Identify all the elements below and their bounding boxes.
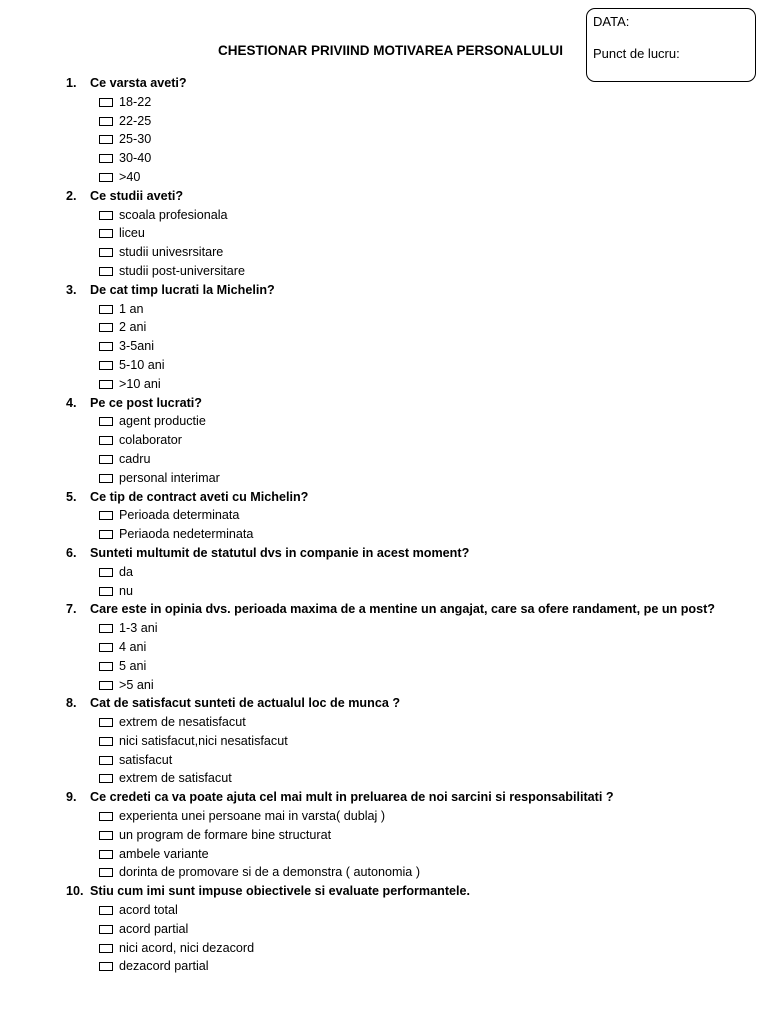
answer-label: 2 ani — [119, 320, 147, 335]
question-text: Ce studii aveti? — [90, 188, 184, 203]
answer-checkbox[interactable] — [99, 342, 113, 351]
answer-option — [66, 149, 756, 168]
answer-checkbox[interactable] — [99, 906, 113, 915]
page-title: CHESTIONAR PRIVIIND MOTIVAREA PERSONALULUI — [218, 43, 564, 58]
question-2 — [66, 187, 756, 281]
answer-option — [66, 243, 756, 262]
answer-label: ambele variante — [119, 846, 209, 861]
answer-checkbox[interactable] — [99, 455, 113, 464]
question-7 — [66, 600, 756, 694]
question-text: Sunteti multumit de statutul dvs in companie in acest moment? — [90, 545, 470, 560]
answer-checkbox[interactable] — [99, 737, 113, 746]
answer-checkbox[interactable] — [99, 718, 113, 727]
question-number: 4. — [66, 395, 77, 410]
answer-label: nici acord, nici dezacord — [119, 940, 255, 955]
answer-option — [66, 450, 756, 469]
question-text: Care este in opinia dvs. perioada maxima de a mentine un angajat, care sa ofere randament, pe un post? — [90, 602, 715, 617]
question-6 — [66, 544, 756, 600]
answer-checkbox[interactable] — [99, 436, 113, 445]
question-4 — [66, 394, 756, 488]
answer-label: scoala profesionala — [119, 207, 228, 222]
question-10 — [66, 882, 756, 976]
question-number: 2. — [66, 188, 77, 203]
answer-label: 3-5ani — [119, 339, 155, 354]
answer-checkbox[interactable] — [99, 812, 113, 821]
question-heading — [66, 394, 756, 413]
answer-checkbox[interactable] — [99, 944, 113, 953]
question-8 — [66, 694, 756, 788]
answer-label: >40 — [119, 169, 141, 184]
answer-option — [66, 807, 756, 826]
answer-checkbox[interactable] — [99, 568, 113, 577]
answer-label: agent productie — [119, 414, 206, 429]
answer-option — [66, 375, 756, 394]
answer-checkbox[interactable] — [99, 868, 113, 877]
answer-label: studii post-universitare — [119, 263, 245, 278]
answer-option — [66, 93, 756, 112]
answer-label: studii univesrsitare — [119, 245, 224, 260]
answer-checkbox[interactable] — [99, 135, 113, 144]
answer-option — [66, 130, 756, 149]
answer-option — [66, 224, 756, 243]
answer-checkbox[interactable] — [99, 925, 113, 934]
answer-option — [66, 300, 756, 319]
answer-label: 5 ani — [119, 658, 147, 673]
answer-checkbox[interactable] — [99, 662, 113, 671]
answer-checkbox[interactable] — [99, 681, 113, 690]
question-text: Pe ce post lucrati? — [90, 395, 202, 410]
question-number: 10. — [66, 884, 84, 899]
question-1 — [66, 74, 756, 187]
answer-checkbox[interactable] — [99, 229, 113, 238]
workplace-label: Punct de lucru: — [593, 46, 680, 61]
answer-checkbox[interactable] — [99, 831, 113, 840]
question-text: Ce credeti ca va poate ajuta cel mai mult in preluarea de noi sarcini si responsabilitati ? — [90, 790, 614, 805]
answer-label: >5 ani — [119, 677, 154, 692]
answer-checkbox[interactable] — [99, 117, 113, 126]
question-heading — [66, 488, 756, 507]
answer-option — [66, 657, 756, 676]
question-9 — [66, 788, 756, 882]
answer-option — [66, 920, 756, 939]
answer-option — [66, 619, 756, 638]
answer-checkbox[interactable] — [99, 267, 113, 276]
answer-label: liceu — [119, 226, 145, 241]
question-number: 5. — [66, 489, 77, 504]
answer-option — [66, 732, 756, 751]
answer-label: dorinta de promovare si de a demonstra ( autonomia ) — [119, 865, 421, 880]
answer-label: 25-30 — [119, 132, 152, 147]
answer-label: 22-25 — [119, 113, 152, 128]
answer-checkbox[interactable] — [99, 380, 113, 389]
answer-checkbox[interactable] — [99, 211, 113, 220]
answer-label: colaborator — [119, 433, 183, 448]
answer-option — [66, 318, 756, 337]
answer-option — [66, 863, 756, 882]
question-heading — [66, 600, 756, 619]
answer-option — [66, 751, 756, 770]
answer-checkbox[interactable] — [99, 962, 113, 971]
question-heading — [66, 187, 756, 206]
question-5 — [66, 488, 756, 544]
question-heading — [66, 281, 756, 300]
question-text: Ce varsta aveti? — [90, 76, 187, 90]
answer-option — [66, 769, 756, 788]
question-number: 9. — [66, 790, 77, 805]
answer-checkbox[interactable] — [99, 361, 113, 370]
answer-label: 18-22 — [119, 94, 152, 109]
answer-label: cadru — [119, 451, 151, 466]
answer-option — [66, 262, 756, 281]
answer-option — [66, 826, 756, 845]
questions-list — [66, 74, 756, 976]
question-heading — [66, 788, 756, 807]
question-text: Cat de satisfacut sunteti de actualul loc de munca ? — [90, 696, 401, 711]
question-heading — [66, 882, 756, 901]
answer-option — [66, 845, 756, 864]
answer-label: extrem de satisfacut — [119, 771, 232, 786]
answer-option — [66, 563, 756, 582]
answer-option — [66, 901, 756, 920]
answer-checkbox[interactable] — [99, 624, 113, 633]
answer-label: 4 ani — [119, 639, 147, 654]
answer-option — [66, 638, 756, 657]
answer-option — [66, 713, 756, 732]
answer-option — [66, 412, 756, 431]
question-text: Ce tip de contract aveti cu Michelin? — [90, 489, 309, 504]
answer-label: dezacord partial — [119, 959, 209, 974]
answer-checkbox[interactable] — [99, 850, 113, 859]
answer-checkbox[interactable] — [99, 643, 113, 652]
answer-checkbox[interactable] — [99, 530, 113, 539]
answer-option — [66, 356, 756, 375]
answer-label: Perioada determinata — [119, 508, 240, 523]
answer-checkbox[interactable] — [99, 474, 113, 483]
answer-option — [66, 431, 756, 450]
answer-checkbox[interactable] — [99, 323, 113, 332]
answer-label: experienta unei persoane mai in varsta( dublaj ) — [119, 809, 386, 824]
answer-label: acord total — [119, 903, 178, 918]
question-number: 7. — [66, 602, 77, 617]
answer-label: un program de formare bine structurat — [119, 827, 332, 842]
date-workplace-box — [586, 8, 756, 82]
answer-label: nici satisfacut,nici nesatisfacut — [119, 733, 288, 748]
question-3 — [66, 281, 756, 394]
answer-checkbox[interactable] — [99, 511, 113, 520]
answer-label: acord partial — [119, 921, 189, 936]
answer-option — [66, 337, 756, 356]
answer-label: 1-3 ani — [119, 621, 158, 636]
answer-checkbox[interactable] — [99, 154, 113, 163]
answer-label: Periaoda nedeterminata — [119, 527, 254, 542]
answer-label: satisfacut — [119, 752, 173, 767]
question-heading — [66, 74, 756, 93]
question-number: 1. — [66, 76, 77, 90]
answer-option — [66, 168, 756, 187]
answer-label: nu — [119, 583, 134, 598]
answer-checkbox[interactable] — [99, 587, 113, 596]
answer-option — [66, 112, 756, 131]
answer-option — [66, 939, 756, 958]
question-text: De cat timp lucrati la Michelin? — [90, 282, 275, 297]
answer-checkbox[interactable] — [99, 248, 113, 257]
answer-checkbox[interactable] — [99, 305, 113, 314]
date-label: DATA: — [593, 14, 630, 29]
answer-checkbox[interactable] — [99, 774, 113, 783]
answer-option — [66, 469, 756, 488]
answer-checkbox[interactable] — [99, 417, 113, 426]
answer-label: >10 ani — [119, 376, 161, 391]
answer-label: 30-40 — [119, 151, 152, 166]
answer-label: da — [119, 564, 134, 579]
answer-checkbox[interactable] — [99, 98, 113, 107]
answer-label: personal interimar — [119, 470, 220, 485]
answer-option — [66, 676, 756, 695]
question-number: 8. — [66, 696, 77, 711]
question-text: Stiu cum imi sunt impuse obiectivele si evaluate performantele. — [90, 884, 471, 899]
answer-option — [66, 525, 756, 544]
question-heading — [66, 544, 756, 563]
answer-option — [66, 957, 756, 976]
answer-checkbox[interactable] — [99, 173, 113, 182]
answer-label: extrem de nesatisfacut — [119, 715, 246, 730]
answer-checkbox[interactable] — [99, 756, 113, 765]
question-number: 6. — [66, 545, 77, 560]
answer-option — [66, 582, 756, 601]
question-number: 3. — [66, 282, 77, 297]
answer-option — [66, 506, 756, 525]
answer-option — [66, 206, 756, 225]
question-heading — [66, 694, 756, 713]
answer-label: 1 an — [119, 301, 144, 316]
answer-label: 5-10 ani — [119, 357, 165, 372]
